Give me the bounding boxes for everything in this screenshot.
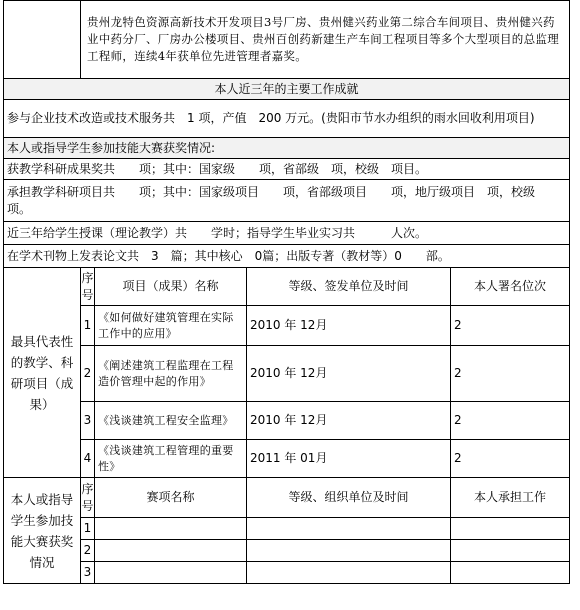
achievement-row [4, 245, 570, 268]
achievement-line-3: 获教学科研成果奖共 项；其中：国家级 项，省部级 项，校级 项目。 [4, 159, 570, 180]
project-date: 2010 年 12月 [247, 402, 451, 440]
achievement-line-6: 在学术刊物上发表论文共 3 篇；其中核心 0篇；出版专著（教材等）0 部。 [4, 245, 570, 268]
projects-row-label: 最具代表性的教学、科研项目（成果） [4, 268, 81, 478]
project-name: 《阐述建筑工程监理在工程造价管理中起的作用》 [95, 346, 247, 402]
project-no: 2 [81, 346, 95, 402]
achievement-line-4: 承担教学科研项目共 项；其中：国家级项目 项，省部级项目 项，地厅级项目 项，校级 项。 [4, 180, 570, 222]
project-no: 3 [81, 402, 95, 440]
competition-role-empty [451, 518, 570, 540]
competitions-header-row [4, 478, 570, 518]
intro-row [4, 1, 570, 79]
competitions-header-level: 等级、组织单位及时间 [247, 478, 451, 518]
competition-row [4, 540, 570, 562]
project-row [4, 440, 570, 478]
project-no: 4 [81, 440, 95, 478]
project-rank: 2 [451, 306, 570, 346]
projects-header-row [4, 268, 570, 306]
competition-no: 2 [81, 540, 95, 562]
competition-row [4, 562, 570, 584]
project-name: 《如何做好建筑管理在实际工作中的应用》 [95, 306, 247, 346]
competition-no: 1 [81, 518, 95, 540]
project-date: 2010 年 12月 [247, 346, 451, 402]
competition-role-empty [451, 562, 570, 584]
achievement-row [4, 138, 570, 159]
competition-level-empty [247, 540, 451, 562]
intro-text: 贵州龙特色资源高新技术开发项目3号厂房、贵州健兴药业第二综合车间项目、贵州健兴药业中药分厂、厂房办公楼项目、贵州百创药新建生产车间工程项目等多个大型项目的总监理工程师，连续4年获单位先进管理者嘉奖。 [81, 1, 570, 79]
project-name: 《浅谈建筑工程管理的重要性》 [95, 440, 247, 478]
resume-form-table [3, 0, 570, 584]
projects-header-name: 项目（成果）名称 [95, 268, 247, 306]
project-date: 2010 年 12月 [247, 306, 451, 346]
achievement-row [4, 222, 570, 245]
projects-header-level: 等级、签发单位及时间 [247, 268, 451, 306]
project-rank: 2 [451, 402, 570, 440]
competition-row [4, 518, 570, 540]
competition-level-empty [247, 562, 451, 584]
competitions-header-name: 赛项名称 [95, 478, 247, 518]
project-no: 1 [81, 306, 95, 346]
competitions-header-no: 序号 [81, 478, 95, 518]
competition-name-empty [95, 562, 247, 584]
project-date: 2011 年 01月 [247, 440, 451, 478]
project-row [4, 402, 570, 440]
competition-name-empty [95, 518, 247, 540]
intro-left-blank [4, 1, 81, 79]
competition-name-empty [95, 540, 247, 562]
projects-header-rank: 本人署名位次 [451, 268, 570, 306]
achievement-line-5: 近三年给学生授课（理论教学）共 学时；指导学生毕业实习共 人次。 [4, 222, 570, 245]
competitions-row-label: 本人或指导学生参加技能大赛获奖情况 [4, 478, 81, 584]
achievement-line-1: 参与企业技术改造或技术服务共 1 项，产值 200 万元。(贵阳市节水办组织的雨水回收利用项目) [4, 100, 570, 138]
competition-level-empty [247, 518, 451, 540]
competitions-header-role: 本人承担工作 [451, 478, 570, 518]
project-rank: 2 [451, 346, 570, 402]
project-row [4, 346, 570, 402]
projects-header-no: 序号 [81, 268, 95, 306]
achievements-header: 本人近三年的主要工作成就 [4, 79, 570, 100]
project-row [4, 306, 570, 346]
achievement-line-2: 本人或指导学生参加技能大赛获奖情况: [4, 138, 570, 159]
project-name: 《浅谈建筑工程安全监理》 [95, 402, 247, 440]
achievements-header-row [4, 79, 570, 100]
competition-role-empty [451, 540, 570, 562]
competition-no: 3 [81, 562, 95, 584]
achievement-row [4, 180, 570, 222]
project-rank: 2 [451, 440, 570, 478]
achievement-row [4, 100, 570, 138]
achievement-row [4, 159, 570, 180]
